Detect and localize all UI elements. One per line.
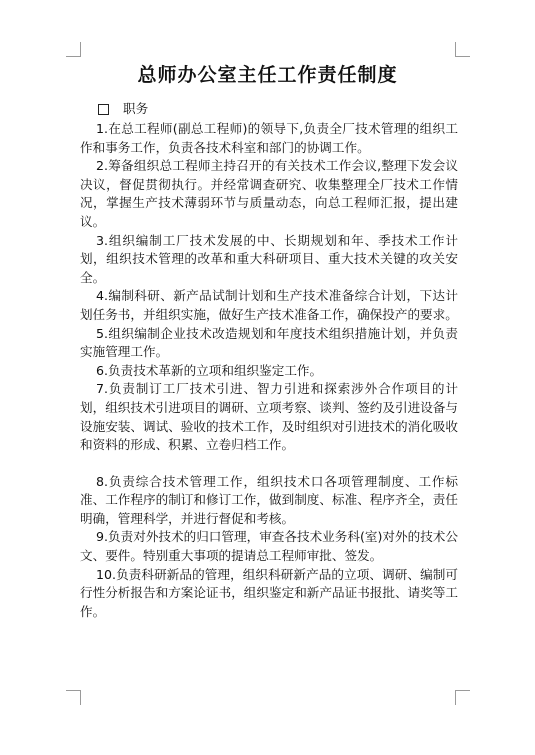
section-heading-row bbox=[80, 100, 458, 119]
checkbox-icon bbox=[98, 104, 109, 115]
crop-mark-bottom-right bbox=[455, 690, 470, 705]
paragraph-2: 2.筹备组织总工程师主持召开的有关技术工作会议,整理下发会议决议，督促贯彻执行。并经常调查研究、收集整理全厂技术工作情况，掌握生产技术薄弱环节与质量动态，向总工程师汇报，提出建议。 bbox=[80, 158, 458, 229]
paragraph-3: 3.组织编制工厂技术发展的中、长期规划和年、季技术工作计划，组织技术管理的改革和重大科研项目、重大技术关键的攻关安全。 bbox=[80, 232, 458, 285]
paragraph-7: 7.负责制订工厂技术引进、智力引进和探索涉外合作项目的计划，组织技术引进项目的调研、立项考察、谈判、签约及引进设备与设施安装、调试、验收的技术工作，及时组织对引进技术的消化吸收和资料的形成、积累、立卷归档工作。 bbox=[80, 381, 458, 453]
paragraph-9: 9.负责对外技术的归口管理，审查各技术业务科(室)对外的技术公文、要件。特别重大事项的提请总工程师审批、签发。 bbox=[80, 529, 458, 564]
crop-mark-bottom-left bbox=[66, 690, 81, 705]
section-heading: 职务 bbox=[123, 101, 149, 117]
document-body bbox=[80, 100, 458, 621]
paragraph-8: 8.负责综合技术管理工作，组织技术口各项管理制度、工作标准、工作程序的制订和修订工作，做到制度、标准、程序齐全，责任明确，管理科学，并进行督促和考核。 bbox=[80, 473, 458, 526]
document-title: 总师办公室主任工作责任制度 bbox=[137, 64, 398, 86]
paragraph-5: 5.组织编制企业技术改造规划和年度技术组织措施计划，并负责实施管理工作。 bbox=[80, 325, 458, 360]
crop-mark-top-left bbox=[66, 42, 81, 57]
paragraph-6: 6.负责技术革新的立项和组织鉴定工作。 bbox=[96, 362, 323, 378]
paragraph-1: 1.在总工程师(副总工程师)的领导下,负责全厂技术管理的组织工作和事务工作，负责各技术科室和部门的协调工作。 bbox=[80, 121, 458, 155]
paragraph-10: 10.负责科研新品的管理，组织科研新产品的立项、调研、编制可行性分析报告和方案论证书，组织鉴定和新产品证书报批、请奖等工作。 bbox=[80, 566, 458, 619]
paragraph-4: 4.编制科研、新产品试制计划和生产技术准备综合计划，下达计划任务书，并组织实施，做好生产技术准备工作，确保投产的要求。 bbox=[80, 288, 458, 322]
crop-mark-top-right bbox=[455, 42, 470, 57]
